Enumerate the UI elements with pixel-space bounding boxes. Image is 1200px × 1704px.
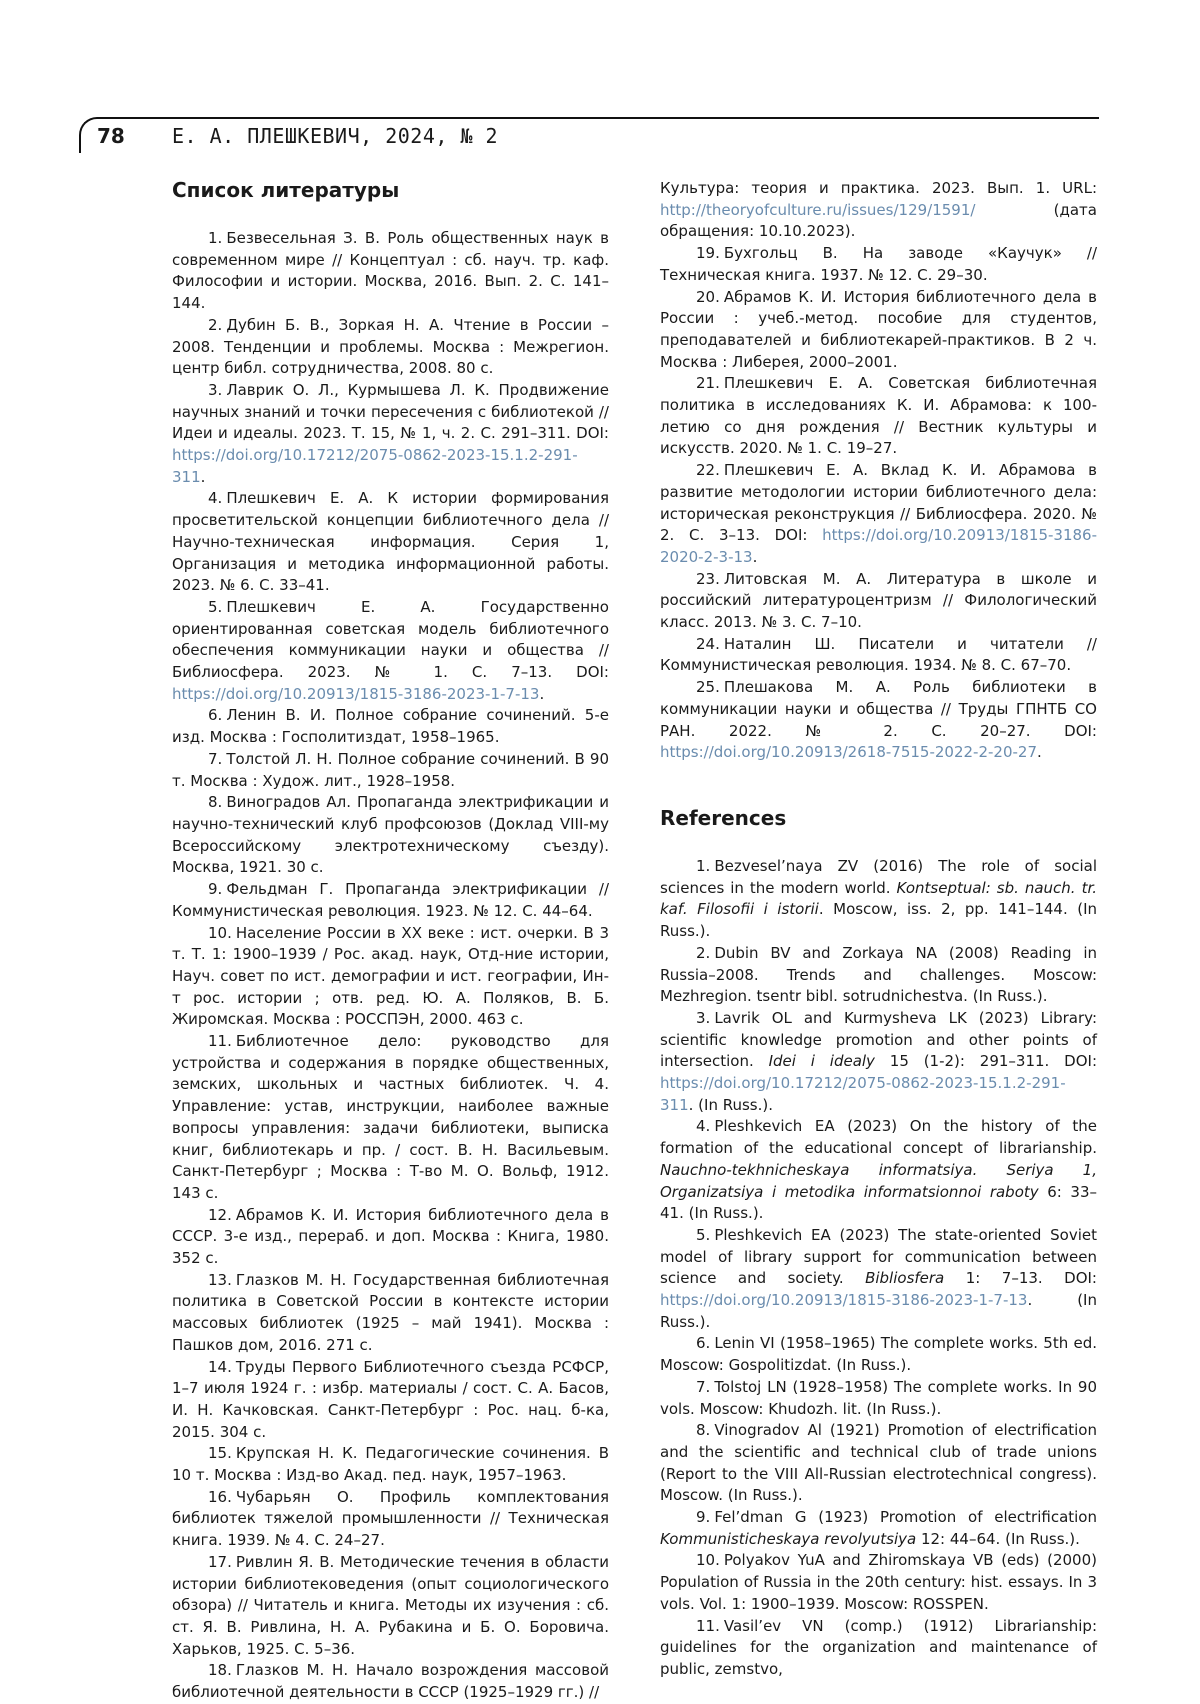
- reference-number: 6.: [208, 706, 223, 725]
- reference-text: Абрамов К. И. История библиотечного дела в СССР. 3-е изд., перераб. и доп. Москва : Книга, 1980. 352 с.: [172, 1205, 609, 1268]
- reference-number: 15.: [208, 1444, 232, 1463]
- reference-text: .: [200, 467, 206, 486]
- reference-text: 6: 33–41. (In Russ.).: [660, 1182, 1097, 1223]
- reference-list-ru-continued: [660, 243, 1097, 764]
- reference-number: 1.: [208, 229, 223, 247]
- reference-number: 24.: [696, 634, 720, 653]
- reference-text: Крупская Н. К. Педагогические сочинения. В 10 т. Москва : Изд-во Акад. пед. наук, 1957–1963.: [172, 1444, 609, 1485]
- journal-title: Nauchno-tekhnicheskaya informatsiya. Seriya 1, Organizatsiya i metodika informatsionnoi raboty: [660, 1160, 1097, 1201]
- reference-text: Безвесельная З. В. Роль общественных наук в современном мире // Концептуал : сб. науч. тр. каф. Философии и истории. Москва, 2016. Вып. 2. С. 141–144.: [172, 229, 609, 313]
- reference-number: 23.: [696, 569, 720, 588]
- reference-text: Pleshkevich EA (2023) The state-oriented Soviet model of library support for communication between science and society.: [660, 1225, 1097, 1288]
- reference-number: 6.: [696, 1334, 711, 1353]
- reference-number: 17.: [208, 1552, 232, 1571]
- reference-number: 4.: [208, 489, 223, 508]
- reference-text: . Moscow, iss. 2, pp. 141–144. (In Russ.).: [660, 900, 1097, 941]
- reference-text: 1: 7–13. DOI:: [944, 1269, 1097, 1288]
- reference-item: [660, 1333, 1097, 1376]
- reference-item: [660, 634, 1097, 677]
- reference-item: [172, 749, 609, 792]
- doi-link[interactable]: http://theoryofculture.ru/issues/129/1591/: [660, 200, 976, 219]
- reference-text: Труды Первого Библиотечного съезда РСФСР, 1–7 июля 1924 г. : избр. материалы / сост. С. А. Басов, И. Н. Качковская. Санкт-Петербург : Рос. нац. б-ка, 2015. 304 с.: [172, 1357, 609, 1441]
- reference-text: Dubin BV and Zorkaya NA (2008) Reading in Russia–2008. Trends and challenges. Moscow: Mezhregion. tsentr bibl. sotrudnichestva. (In Russ.).: [660, 943, 1097, 1006]
- reference-list-en: [660, 856, 1097, 1681]
- reference-number: 2.: [696, 943, 711, 962]
- reference-text: Vasil’ev VN (comp.) (1912) Librarianship: guidelines for the organization and maintenance of public, zemstvo,: [660, 1616, 1097, 1678]
- reference-item: [172, 1660, 609, 1703]
- journal-title: Kontseptual: sb. nauch. tr. kaf. Filosofii i istorii: [660, 878, 1098, 919]
- doi-link[interactable]: https://doi.org/10.17212/2075-0862-2023-15.1.2-291-311: [172, 446, 578, 486]
- reference-item: [660, 460, 1097, 569]
- reference-item: [660, 1616, 1097, 1681]
- reference-text: Плешкевич Е. А. Советская библиотечная политика в исследованиях К. И. Абрамова: к 100-летию со дня рождения // Вестник культуры и искусств. 2020. № 1. С. 19–27.: [660, 374, 1097, 458]
- reference-number: 7.: [208, 749, 223, 768]
- reference-text: Глазков М. Н. Государственная библиотечная политика в Советской России в контексте истории массовых библиотек (1925 – май 1941). Москва : Пашков дом, 2016. 271 с.: [172, 1270, 609, 1354]
- reference-number: 11.: [208, 1032, 232, 1051]
- journal-title: Bibliosfera: [865, 1269, 945, 1288]
- reference-item: [172, 1443, 609, 1486]
- doi-link[interactable]: https://doi.org/10.20913/1815-3186-2023-1-7-13: [660, 1291, 1028, 1310]
- reference-number: 9.: [696, 1508, 711, 1527]
- reference-item: [172, 705, 609, 748]
- reference-item: [660, 943, 1097, 1008]
- reference-item: [172, 488, 609, 597]
- reference-item: [172, 1357, 609, 1444]
- reference-number: 2.: [208, 315, 223, 334]
- reference-number: 10.: [696, 1551, 720, 1570]
- reference-number: 8.: [208, 793, 223, 812]
- reference-text: Лаврик О. Л., Курмышева Л. К. Продвижение научных знаний и точки пересечения с библиотекой // Идеи и идеалы. 2023. Т. 15, № 1, ч. 2. С. 291–311. DOI:: [172, 380, 609, 443]
- reference-number: 21.: [696, 374, 720, 393]
- reference-number: 3.: [696, 1008, 711, 1027]
- reference-item: [660, 287, 1097, 374]
- reference-text: Bezvesel’naya ZV (2016) The role of social sciences in the modern world.: [660, 856, 1097, 897]
- reference-text: Фельдман Г. Пропаганда электрификации // Коммунистическая революция. 1923. № 12. С. 44–64.: [172, 880, 609, 920]
- reference-item: [660, 569, 1097, 634]
- reference-number: 9.: [208, 880, 223, 899]
- reference-number: 5.: [208, 597, 223, 616]
- right-column: [660, 178, 1097, 1681]
- reference-item: [660, 1008, 1097, 1117]
- reference-text: Ривлин Я. В. Методические течения в области истории библиотековедения (опыт социологического обзора) // Читатель и книга. Методы их изучения : сб. ст. Я. В. Ривлина, Н. А. Рубакина и Б. О. Боровича. Харьков, 1925. С. 5–36.: [172, 1552, 609, 1658]
- reference-number: 3.: [208, 380, 223, 399]
- reference-item: [172, 380, 609, 489]
- journal-title: Kommunisticheskaya revolyutsiya: [660, 1529, 917, 1548]
- reference-text: Наталин Ш. Писатели и читатели // Коммунистическая революция. 1934. № 8. С. 67–70.: [660, 634, 1097, 675]
- reference-text: Литовская М. А. Литература в школе и российский литературоцентризм // Филологический класс. 2013. № 3. С. 7–10.: [660, 569, 1097, 632]
- reference-text: Дубин Б. В., Зоркая Н. А. Чтение в России – 2008. Тенденции и проблемы. Москва : Межрегион. центр библ. сотрудничества, 2008. 80 с.: [172, 315, 609, 378]
- reference-number: 25.: [696, 678, 720, 697]
- reference-text: Толстой Л. Н. Полное собрание сочинений. В 90 т. Москва : Худож. лит., 1928–1958.: [172, 749, 609, 790]
- section-title-en: References: [660, 805, 787, 830]
- reference-text: Lavrik OL and Kurmysheva LK (2023) Library: scientific knowledge promotion and other points of intersection.: [660, 1008, 1097, 1071]
- reference-text: .: [1037, 743, 1042, 762]
- reference-text: .: [752, 547, 758, 566]
- reference-item: [172, 923, 609, 1032]
- reference-number: 8.: [696, 1421, 711, 1440]
- reference-text: Polyakov YuA and Zhiromskaya VB (eds) (2000) Population of Russia in the 20th century: hist. essays. In 3 vols. Vol. 1: 1900–1939. Moscow: ROSSPEN.: [660, 1551, 1097, 1613]
- reference-item: [172, 879, 609, 922]
- reference-item: [660, 373, 1097, 460]
- reference-text: Глазков М. Н. Начало возрождения массовой библиотечной деятельности в СССР (1925–1929 гг.) //: [172, 1661, 609, 1702]
- reference-item: [172, 1487, 609, 1552]
- reference-text: Tolstoj LN (1928–1958) The complete works. In 90 vols. Moscow: Khudozh. lit. (In Russ.).: [660, 1377, 1097, 1418]
- running-head: Е. А. ПЛЕШКЕВИЧ, 2024, № 2: [172, 124, 499, 148]
- reference-item: [660, 1225, 1097, 1334]
- reference-text: Виноградов Ал. Пропаганда электрификации и научно-технический клуб профсоюзов (Доклад VIII-му Всероссийскому электротехническому съезду). Москва, 1921. 30 с.: [172, 793, 609, 877]
- reference-text: Плешакова М. А. Роль библиотеки в коммуникации науки и общества // Труды ГПНТБ СО РАН. 2022. № 2. С. 20–27. DOI:: [660, 678, 1097, 740]
- doi-link[interactable]: https://doi.org/10.17212/2075-0862-2023-15.1.2-291-311: [660, 1074, 1066, 1114]
- reference-text: Плешкевич Е. А. Вклад К. И. Абрамова в развитие методологии истории библиотечного дела: историческая реконструкция // Библиосфера. 2020. № 2. С. 3–13. DOI:: [660, 461, 1097, 545]
- reference-number: 1.: [696, 856, 711, 875]
- reference-item: [172, 228, 609, 315]
- reference-text: Население России в XX веке : ист. очерки. В 3 т. Т. 1: 1900–1939 / Рос. акад. наук, Отд-ние истории, Науч. совет по ист. демографии и ист. географии, Ин-т рос. истории ; отв. ред. Ю. А. Поляков, В. Б. Жиромская. Москва : РОССПЭН, 2000. 463 с.: [172, 923, 609, 1029]
- reference-number: 20.: [696, 287, 720, 306]
- reference-number: 5.: [696, 1225, 711, 1244]
- reference-item: [172, 792, 609, 879]
- reference-item: [660, 1377, 1097, 1420]
- doi-link[interactable]: https://doi.org/10.20913/1815-3186-2020-2-3-13: [660, 526, 1097, 566]
- reference-text: Fel’dman G (1923) Promotion of electrification: [714, 1508, 1097, 1527]
- reference-item: [172, 315, 609, 380]
- reference-item: [660, 1116, 1097, 1225]
- doi-link[interactable]: https://doi.org/10.20913/1815-3186-2023-1-7-13: [172, 684, 540, 703]
- reference-text: Чубарьян О. Профиль комплектования библиотек тяжелой промышленности // Техническая книга. 1939. № 4. С. 24–27.: [172, 1487, 609, 1550]
- doi-link[interactable]: https://doi.org/10.20913/2618-7515-2022-2-20-27: [660, 743, 1037, 762]
- reference-number: 12.: [208, 1205, 232, 1224]
- reference-item: [660, 1550, 1097, 1615]
- reference-text: Абрамов К. И. История библиотечного дела в России : учеб.-метод. пособие для студентов, преподавателей и библиотекарей-практиков. В 2 ч. Москва : Либерея, 2000–2001.: [660, 287, 1097, 371]
- left-column: [172, 178, 609, 1704]
- reference-item: [660, 1420, 1097, 1507]
- reference-number: 18.: [208, 1661, 232, 1680]
- reference-number: 22.: [696, 461, 720, 480]
- reference-number: 10.: [208, 923, 232, 942]
- reference-item: [172, 1205, 609, 1270]
- reference-number: 7.: [696, 1377, 711, 1396]
- reference-number: 13.: [208, 1270, 232, 1289]
- reference-item: [172, 1270, 609, 1357]
- reference-number: 14.: [208, 1357, 232, 1376]
- reference-text: 15 (1-2): 291–311. DOI:: [874, 1052, 1098, 1071]
- reference-text: . (In Russ.).: [688, 1095, 774, 1114]
- reference-text: .: [539, 684, 545, 703]
- reference-number: 4.: [696, 1117, 711, 1136]
- page-number: 78: [97, 124, 125, 148]
- reference-text: Плешкевич Е. А. К истории формирования просветительской концепции библиотечного дела // Научно-техническая информация. Серия 1, Организация и методика информационной работы. 2023. № 6. С. 33–41.: [172, 489, 609, 595]
- journal-title: Idei i idealy: [768, 1052, 875, 1071]
- reference-number: 16.: [208, 1487, 232, 1506]
- reference-item: [660, 1507, 1097, 1550]
- reference-text: Библиотечное дело: руководство для устройства и содержания в порядке общественных, земских, школьных и частных библиотек. Ч. 4. Управление: устав, инструкции, наиболее важные вопросы управления: задачи библиотеки, выписка книг, библиотекарь и пр. / сост. В. Н. Васильевым. Санкт-Петербург ; Москва : Т-во М. О. Вольф, 1912. 143 с.: [172, 1032, 609, 1202]
- reference-text: Vinogradov Al (1921) Promotion of electrification and the scientific and technical club of trade unions (Report to the VIII All-Russian electrotechnical congress). Moscow. (In Russ.).: [660, 1421, 1097, 1505]
- reference-list-ru: [172, 228, 609, 1704]
- reference-text: . (In Russ.).: [660, 1291, 1097, 1331]
- reference-text: Плешкевич Е. А. Государственно ориентированная советская модель библиотечного обеспечения коммуникации науки и общества // Библиосфера. 2023. № 1. С. 7–13. DOI:: [172, 597, 609, 682]
- reference-text: Lenin VI (1958–1965) The complete works. 5th ed. Moscow: Gospolitizdat. (In Russ.).: [660, 1334, 1097, 1375]
- reference-number: 19.: [696, 244, 720, 263]
- reference-item: [660, 677, 1097, 764]
- section-title-ru: Список литературы: [172, 178, 400, 202]
- reference-text: Pleshkevich EA (2023) On the history of the formation of the educational concept of librarianship.: [660, 1117, 1097, 1158]
- reference-item: [172, 1552, 609, 1661]
- reference-item: [172, 597, 609, 706]
- reference-item: [172, 1031, 609, 1205]
- reference-text: Ленин В. И. Полное собрание сочинений. 5-е изд. Москва : Госполитиздат, 1958–1965.: [172, 706, 609, 747]
- reference-item: [660, 856, 1097, 943]
- reference-text: 12: 44–64. (In Russ.).: [916, 1529, 1080, 1548]
- reference-number: 11.: [696, 1616, 720, 1635]
- reference-item: [660, 243, 1097, 286]
- reference-continuation: Культура: теория и практика. 2023. Вып. 1. URL: http://theoryofculture.ru/issues/129/1591/ (дата обращения: 10.10.2023).: [660, 179, 1097, 241]
- reference-text: Бухгольц В. На заводе «Каучук» // Техническая книга. 1937. № 12. С. 29–30.: [660, 244, 1097, 284]
